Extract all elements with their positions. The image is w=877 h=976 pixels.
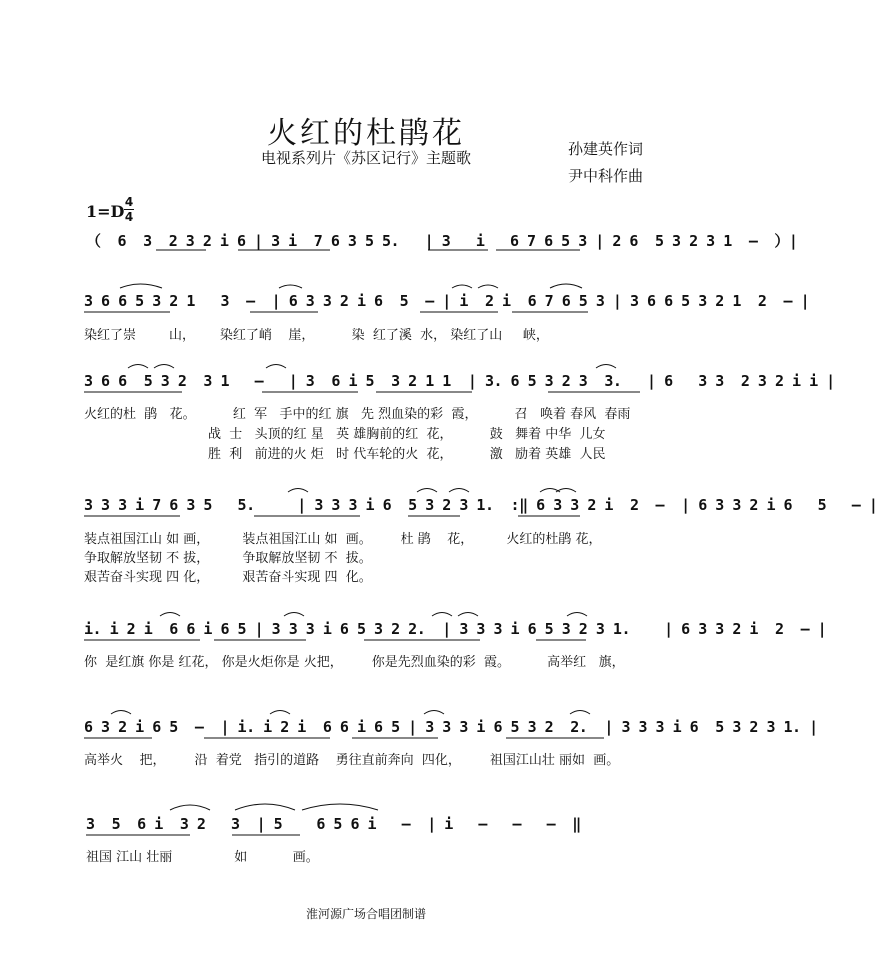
meter-bottom: 4 [124,210,134,224]
score-row-3-notes: 3 6 6 5 3 2 3 1 – | 3 6 i 5 3 2 1 1 | 3. 6 5 3 2 3 3. | 6 3 3 2 3 2 i i | [84,372,835,390]
slur-marks [111,284,616,810]
score-row-1-notes: （ 6 3 2 3 2 i 6 | 3 i 7 6 3 5 5. | 3 i 6 7 6 5 3 | 2 6 5 3 2 3 1 – ）| [86,232,798,250]
score-row-5-lyric-1: 你 是红旗 你是 红花， 你是火炬你是 火把， 你是先烈血染的彩 霞。 高举红 旗， [84,655,625,670]
score-row-3-lyric-1: 火红的杜 鹃 花。 红 军 手中的红 旗 先 烈血染的彩 霞， 召 唤着 春风 春雨 [84,407,631,422]
composer-credit: 尹中科作曲 [568,167,644,185]
footer-credit: 淮河源广场合唱团制谱 [305,907,426,921]
score-row-2-notes: 3 6 6 5 3 2 1 3 – | 6 3 3 2 i 6 5 – | i 2 i 6 7 6 5 3 | 3 6 6 5 3 2 1 2 – | [84,292,810,310]
score-row-4-lyric-3: 艰苦奋斗实现 四 化， 艰苦奋斗实现 四 化。 [84,570,372,585]
score-row-6-lyric-1: 高举火 把， 沿 着党 指引的道路 勇往直前奔向 四化， 祖国江山壮 丽如 画。 [84,753,620,768]
score-row-5-notes: i. i 2 i 6 6 i 6 5 | 3 3 3 i 6 5 3 2 2. | 3 3 3 i 6 5 3 2 3 1. | 6 3 3 2 i 2 – | [84,620,827,638]
score-row-4-lyric-1: 装点祖国江山 如 画， 装点祖国江山 如 画。 杜 鹃 花， 火红的杜鹃 花， [84,532,602,547]
score-row-4-notes: 3 3 3 i 7 6 3 5 5. | 3 3 3 i 6 5 3 2 3 1. :‖ 6 3 3 2 i 2 – | 6 3 3 2 i 6 5 – | [84,496,877,514]
score-row-2-lyric-1: 染红了崇 山， 染红了峭 崖， 染 红了溪 水， 染红了山 峡， [84,328,549,343]
song-title: 火红的杜鹃花 [267,116,465,151]
score-row-7-notes: 3 5 6 i 3 2 3 | 5 6 5 6 i – | i – – – ‖ [86,815,581,833]
score-row-7-lyric-1: 祖国 江山 壮丽 如 画。 [86,850,319,865]
beam-underlines [84,250,640,835]
score-row-4-lyric-2: 争取解放坚韧 不 拔， 争取解放坚韧 不 拔。 [84,551,372,566]
meter-top: 4 [124,195,134,209]
score-row-6-notes: 6 3 2 i 6 5 – | i. i 2 i 6 6 i 6 5 | 3 3 3 i 6 5 3 2 2. | 3 3 3 i 6 5 3 2 3 1. | [84,718,818,736]
song-subtitle: 电视系列片《苏区记行》主题歌 [260,149,471,167]
lyricist-credit: 孙建英作词 [568,140,644,158]
score-row-3-lyric-2: 战 士 头顶的红 星 英 雄胸前的红 花， 鼓 舞着 中华 儿女 [84,427,606,442]
score-row-3-lyric-3: 胜 利 前进的火 炬 时 代车轮的火 花， 激 励着 英雄 人民 [84,447,606,462]
key-signature: 1=D [86,202,125,221]
